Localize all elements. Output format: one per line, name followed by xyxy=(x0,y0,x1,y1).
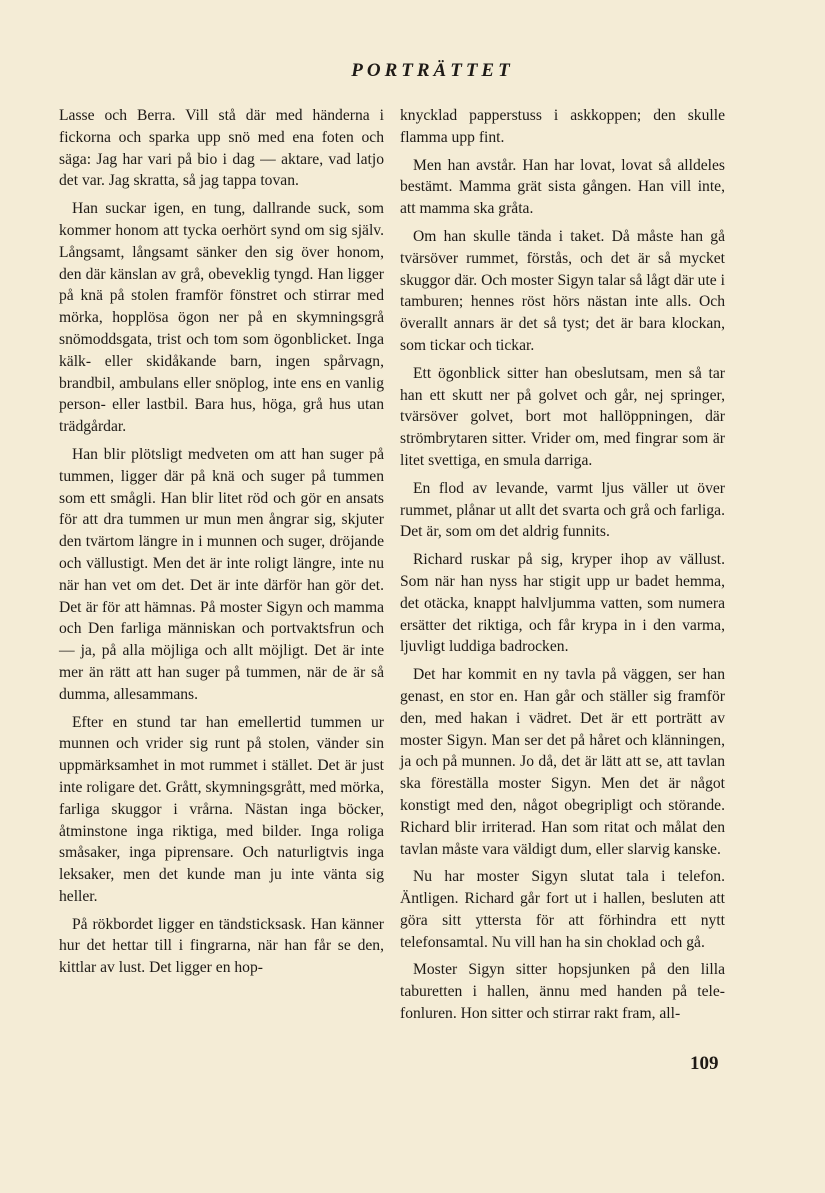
paragraph: Om han skulle tända i taket. Då måste han gå tvärsöver rummet, förstås, och det är så mycket skuggor där. Och moster Sigyn talar så lågt där ute i tamburen; hennes röst hörs nästan inte alls. Och överallt annars är det så tyst; det är bara klockan, som tickar och tickar. xyxy=(400,227,725,354)
paragraph: Det har kommit en ny tavla på väggen, ser han genast, en stor en. Han går och ställer sig framför den, med hakan i vädret. Det är ett porträtt av moster Sigyn. Man ser det på håret och klänningen, ja och på munnen. Jo då, det är lätt att se, att tavlan ska föreställa moster Sigyn. Men det är något konstigt med den, något obegripligt och störande. Richard blir irriterad. Han som ritat och målat den tavlan måste vara väldigt dum, eller slarvig kanske. xyxy=(400,666,725,858)
paragraph: Han suckar igen, en tung, dallrande suck, som kommer honom att tycka oerhört synd om sig själv. Långsamt, långsamt sänker den sig över honom, den där känslan av grå, obeveklig tyngd. Han ligger på knä på stolen framför fönstret och stirrar med mörka, hopplösa ögon ner på en skymningsgrå snömoddsgata, trist och tom som ögonblicket. Inga kälk- eller skidåkande barn, ingen spårvagn, brandbil, ambulans eller snöplog, inte ens en vanlig person- eller lastbil. Bara hus, höga, grå hus utan trädgårdar. xyxy=(59,200,384,436)
right-column xyxy=(400,105,725,1031)
paragraph: Lasse och Berra. Vill stå där med händerna i fickorna och sparka upp snö med ena foten och säga: Jag har vari på bio i dag — aktare, vad latjo det var. Jag skratta, så jag tappa tovan. xyxy=(59,107,384,190)
page-number: 109 xyxy=(690,1053,719,1074)
paragraph: Men han avstår. Han har lovat, lovat så alldeles bestämt. Mamma grät sista gången. Han vill inte, att mamma ska gråta. xyxy=(400,156,725,218)
paragraph: En flod av levande, varmt ljus väller ut över rummet, plånar ut allt det svarta och grå och farliga. Det är, som om det aldrig funnits. xyxy=(400,479,725,541)
paragraph: Ett ögonblick sitter han obeslutsam, men så tar han ett skutt ner på golvet och går, nej springer, tvärsöver golvet, bort mot hallöppningen, där strömbrytaren sitter. Vrider om, med fingrar som är litet svettiga, en smula darriga. xyxy=(400,364,725,469)
paragraph: Nu har moster Sigyn slutat tala i telefon. Äntligen. Richard går fort ut i hallen, besluten att göra sitt yttersta för att förhindra ett nytt telefonsamtal. Nu vill han ha sin choklad och gå. xyxy=(400,868,725,951)
left-column xyxy=(59,105,384,985)
paragraph: Han blir plötsligt medveten om att han suger på tummen, ligger där på knä och suger på tummen som ett smågli. Han blir litet röd och gör en ansats för att dra tummen ur mun men ångrar sig, skjuter den tvärtom längre in i munnen och suger, dröjande och vällustigt. Men det är inte roligt längre, inte nu när han vet om det. Det är inte därför han gör det. Det är för att hämnas. På moster Sigyn och mamma och Den farliga människan och portvaktsfrun och — ja, på alla möjliga och allt möjligt. Det är inte mer än rätt att han suger på tummen, när de är så dumma, allesammans. xyxy=(59,445,384,703)
paragraph: knycklad papperstuss i askkoppen; den skulle flamma upp fint. xyxy=(400,107,725,146)
paragraph: På rökbordet ligger en tändsticksask. Han känner hur det hettar till i fingrarna, när han får se den, kittlar av lust. Det ligger en hop- xyxy=(59,915,384,977)
paragraph: Richard ruskar på sig, kryper ihop av vällust. Som när han nyss har stigit upp ur badet hemma, det otäcka, knappt halvljumma vatten, som numera ersätter det riktiga, och får krypa in i den varma, ljuvligt luddiga badrocken. xyxy=(400,551,725,656)
paragraph: Efter en stund tar han emellertid tummen ur munnen och vrider sig runt på stolen, vänder sin uppmärksamhet in mot rummet i stället. Det är just inte roligare det. Grått, skymningsgrått, med mörka, farliga skuggor i vrårna. Nästan inga böcker, åtminstone inga riktiga, med bilder. Inga roliga småsaker, inga piprensare. Och naturligtvis inga leksaker, men det kunde man ju inte vänta sig heller. xyxy=(59,713,384,905)
paragraph: Moster Sigyn sitter hopsjunken på den lilla taburetten i hallen, ännu med handen på telefonluren. Hon sitter och stirrar rakt fram, all- xyxy=(400,961,725,1023)
running-title: PORTRÄTTET xyxy=(351,60,514,81)
